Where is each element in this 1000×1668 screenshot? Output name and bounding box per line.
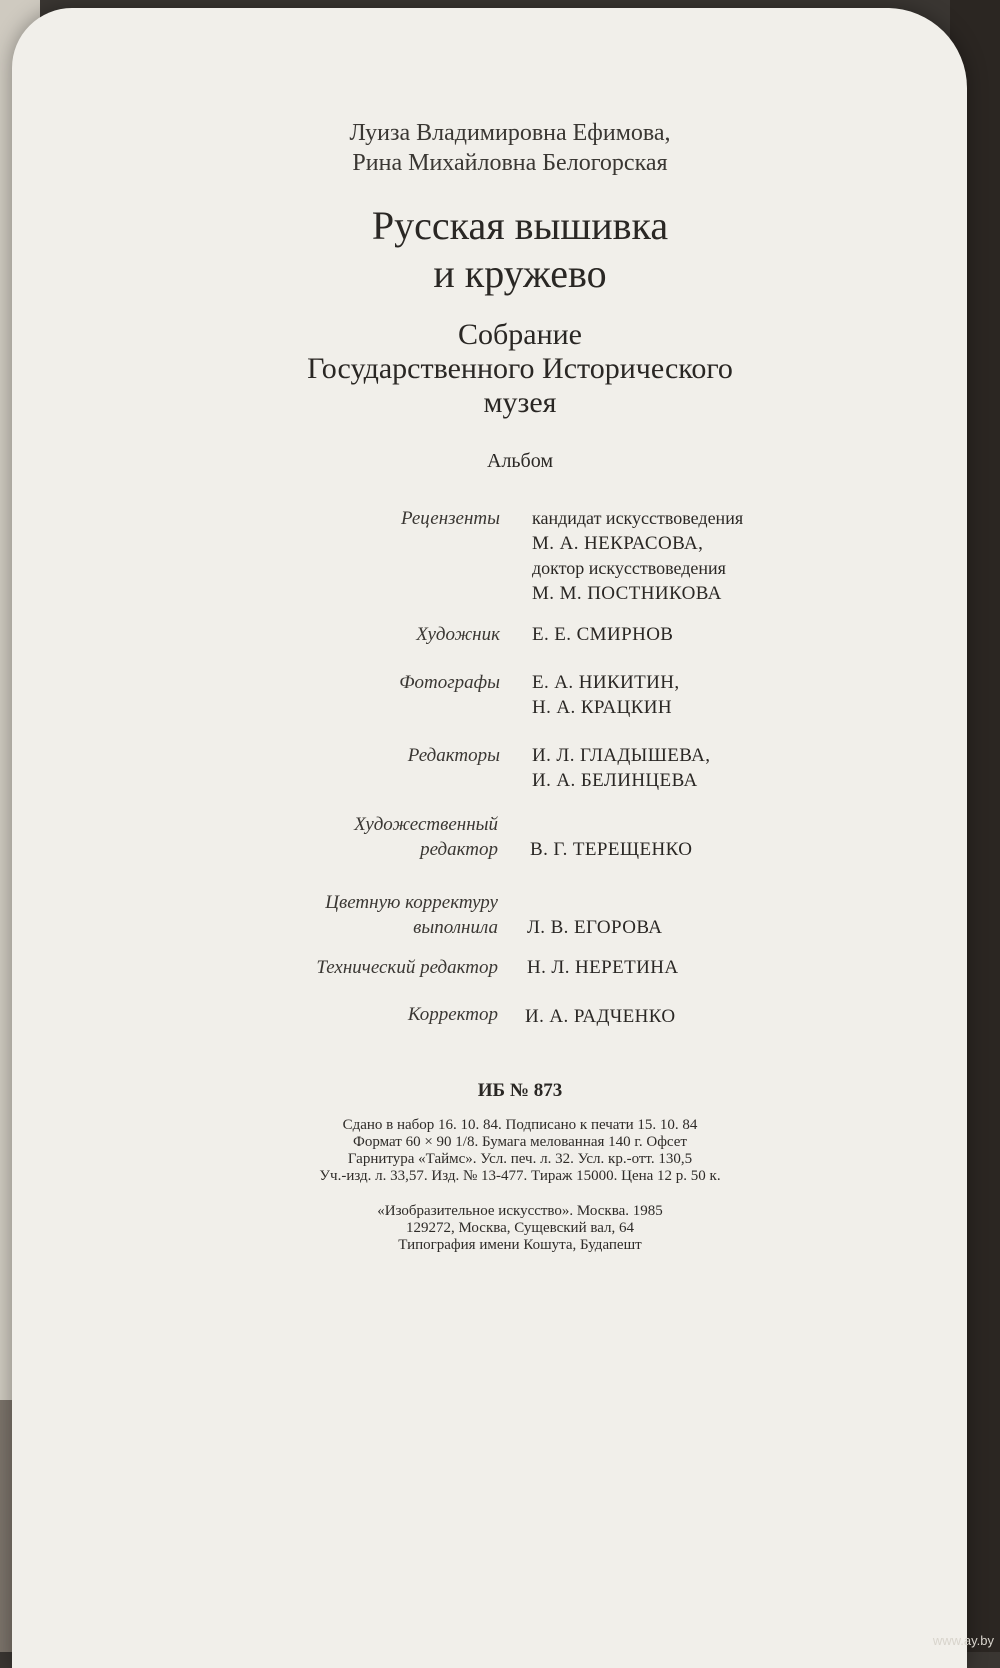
imprint-line: Уч.-изд. л. 33,57. Изд. № 13-477. Тираж 15000. Цена 12 р. 50 к. <box>319 1168 721 1184</box>
author-line: Луиза Владимировна Ефимова, <box>349 120 671 146</box>
subtitle-line: музея <box>483 386 557 419</box>
publisher-line: 129272, Москва, Сущевский вал, 64 <box>405 1220 635 1236</box>
role-color-proofing <box>240 890 498 940</box>
bleed-through-left-page <box>12 8 36 1668</box>
album-label: Альбом <box>487 450 553 472</box>
credit-line: доктор искусствоведения <box>532 558 726 578</box>
publisher-details <box>270 1203 770 1254</box>
role-reviewers: Рецензенты <box>400 508 500 529</box>
role-proofreader: Корректор <box>407 1004 498 1025</box>
author-line: Рина Михайловна Белогорская <box>352 150 668 176</box>
tech-editor-names <box>527 955 678 980</box>
credit-line: Н. Л. НЕРЕТИНА <box>527 957 679 978</box>
role-line: Художественный <box>354 814 498 835</box>
editors-names <box>532 743 710 793</box>
credit-line: Л. В. ЕГОРОВА <box>527 917 663 938</box>
credit-line: М. А. НЕКРАСОВА, <box>532 533 704 554</box>
art-editor-names <box>530 837 692 862</box>
color-proofing-names <box>527 915 662 940</box>
role-tech-editor: Технический редактор <box>316 957 498 978</box>
credit-line: кандидат искусствоведения <box>532 508 744 528</box>
artist-names <box>532 622 673 647</box>
role-art-editor <box>240 812 498 862</box>
imprint-line: Сдано в набор 16. 10. 84. Подписано к печати 15. 10. 84 <box>342 1117 698 1133</box>
watermark: www.ay.by <box>932 1633 994 1648</box>
role-photographers: Фотографы <box>399 672 500 693</box>
print-details <box>270 1117 770 1185</box>
book-title <box>250 202 790 298</box>
credit-line: Н. А. КРАЦКИН <box>532 697 673 718</box>
credit-line: Е. Е. СМИРНОВ <box>532 624 674 645</box>
ib-number: ИБ № 873 <box>477 1080 563 1101</box>
credit-line: И. Л. ГЛАДЫШЕВА, <box>532 745 711 766</box>
credit-line: И. А. РАДЧЕНКО <box>525 1006 676 1027</box>
imprint-line: Гарнитура «Таймс». Усл. печ. л. 32. Усл. кр.-отт. 130,5 <box>347 1151 693 1167</box>
title-line: и кружево <box>433 251 607 296</box>
authors <box>290 118 730 178</box>
role-editors: Редакторы <box>407 745 500 766</box>
role-artist: Художник <box>416 624 500 645</box>
subtitle-line: Собрание <box>457 318 582 351</box>
photographers-names <box>532 670 680 720</box>
title-line: Русская вышивка <box>371 203 669 248</box>
subtitle-line: Государственного Исторического <box>307 352 733 385</box>
publisher-line: Типография имени Кошута, Будапешт <box>398 1237 642 1253</box>
role-line: выполнила <box>413 917 498 938</box>
credit-line: И. А. БЕЛИНЦЕВА <box>532 770 698 791</box>
role-line: Цветную корректуру <box>325 892 498 913</box>
role-line: редактор <box>420 839 498 860</box>
publisher-line: «Изобразительное искусство». Москва. 1985 <box>377 1203 663 1219</box>
proofreader-names <box>525 1004 675 1029</box>
credit-line: М. М. ПОСТНИКОВА <box>532 583 722 604</box>
credit-line: В. Г. ТЕРЕЩЕНКО <box>530 839 693 860</box>
credit-line: Е. А. НИКИТИН, <box>532 672 680 693</box>
reviewers-names <box>532 506 743 606</box>
imprint-line: Формат 60 × 90 1/8. Бумага мелованная 140 г. Офсет <box>353 1134 687 1150</box>
book-subtitle <box>250 318 790 420</box>
